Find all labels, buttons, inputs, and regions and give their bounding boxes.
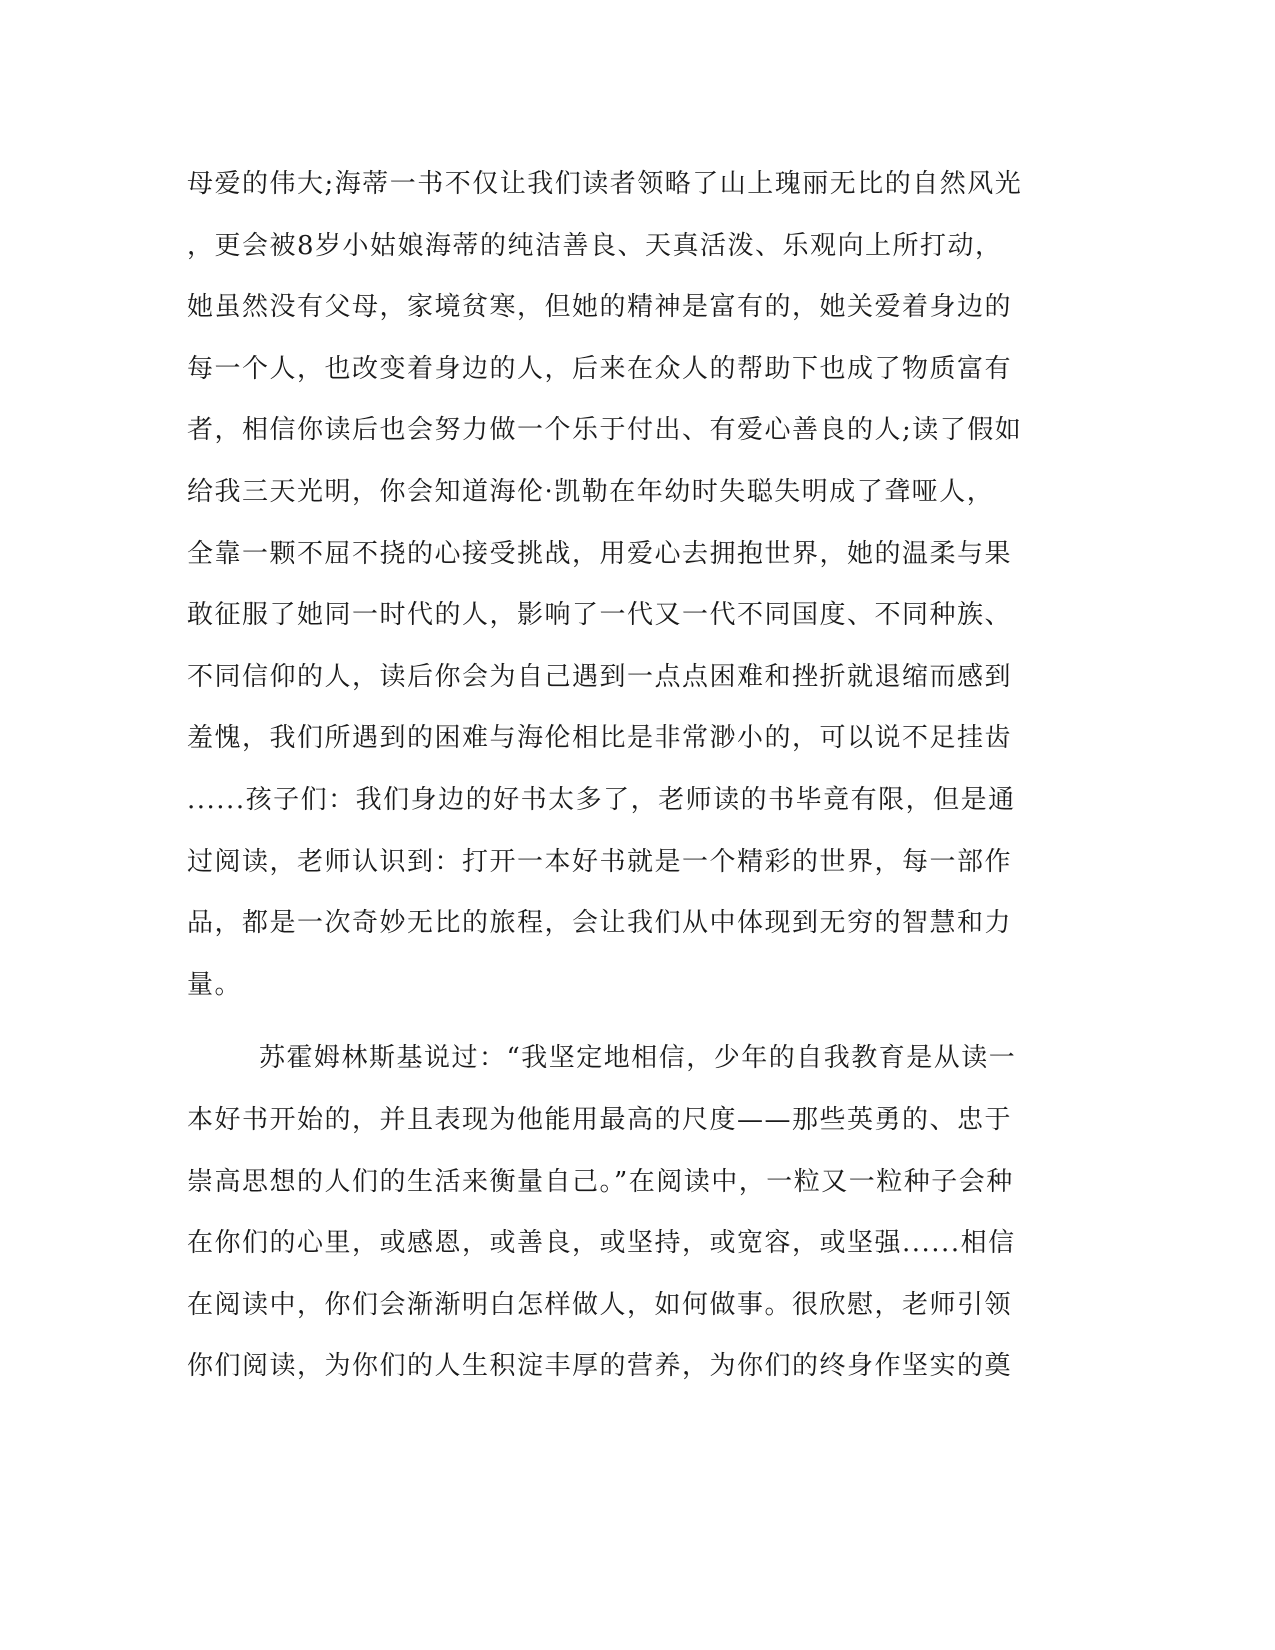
text-line: 羞愧，我们所遇到的困难与海伦相比是非常渺小的，可以说不足挂齿 [187,723,1013,754]
text-line: 苏霍姆林斯基说过：“我坚定地相信，少年的自我教育是从读一 [259,1043,1017,1074]
body-text [187,164,1067,1408]
text-line: 你们阅读，为你们的人生积淀丰厚的营养，为你们的终身作坚实的奠 [187,1351,1013,1382]
paragraph-2 [187,1038,1067,1408]
text-line: ......孩子们：我们身边的好书太多了，老师读的书毕竟有限，但是通 [187,784,1016,815]
text-line: 在阅读中，你们会渐渐明白怎样做人，如何做事。很欣慰，老师引领 [187,1289,1013,1320]
text-line: 敢征服了她同一时代的人，影响了一代又一代不同国度、不同种族、 [187,600,1013,631]
text-line: 者，相信你读后也会努力做一个乐于付出、有爱心善良的人;读了假如 [187,415,1023,446]
text-line: 本好书开始的，并且表现为他能用最高的尺度——那些英勇的、忠于 [187,1104,1013,1135]
text-line: 给我三天光明，你会知道海伦·凯勒在年幼时失聪失明成了聋哑人， [187,476,995,507]
text-line: 品，都是一次奇妙无比的旅程，会让我们从中体现到无穷的智慧和力 [187,908,1013,939]
paragraph-1 [187,164,1067,1026]
text-line: 过阅读，老师认识到：打开一本好书就是一个精彩的世界，每一部作 [187,846,1013,877]
text-line: ，更会被8岁小姑娘海蒂的纯洁善良、天真活泼、乐观向上所打动， [187,230,1003,261]
text-line: 量。 [187,969,243,1000]
text-line: 全靠一颗不屈不挠的心接受挑战，用爱心去拥抱世界，她的温柔与果 [187,538,1013,569]
text-line: 在你们的心里，或感恩，或善良，或坚持，或宽容，或坚强......相信 [187,1228,1016,1259]
paragraph-spacer [187,1026,1067,1038]
text-line: 母爱的伟大;海蒂一书不仅让我们读者领略了山上瑰丽无比的自然风光 [187,169,1023,199]
text-line: 不同信仰的人，读后你会为自己遇到一点点困难和挫折就退缩而感到 [187,661,1013,692]
text-line: 每一个人，也改变着身边的人，后来在众人的帮助下也成了物质富有 [187,353,1013,384]
text-line: 她虽然没有父母，家境贫寒，但她的精神是富有的，她关爱着身边的 [187,292,1013,323]
text-line: 崇高思想的人们的生活来衡量自己。”在阅读中，一粒又一粒种子会种 [187,1166,1014,1197]
